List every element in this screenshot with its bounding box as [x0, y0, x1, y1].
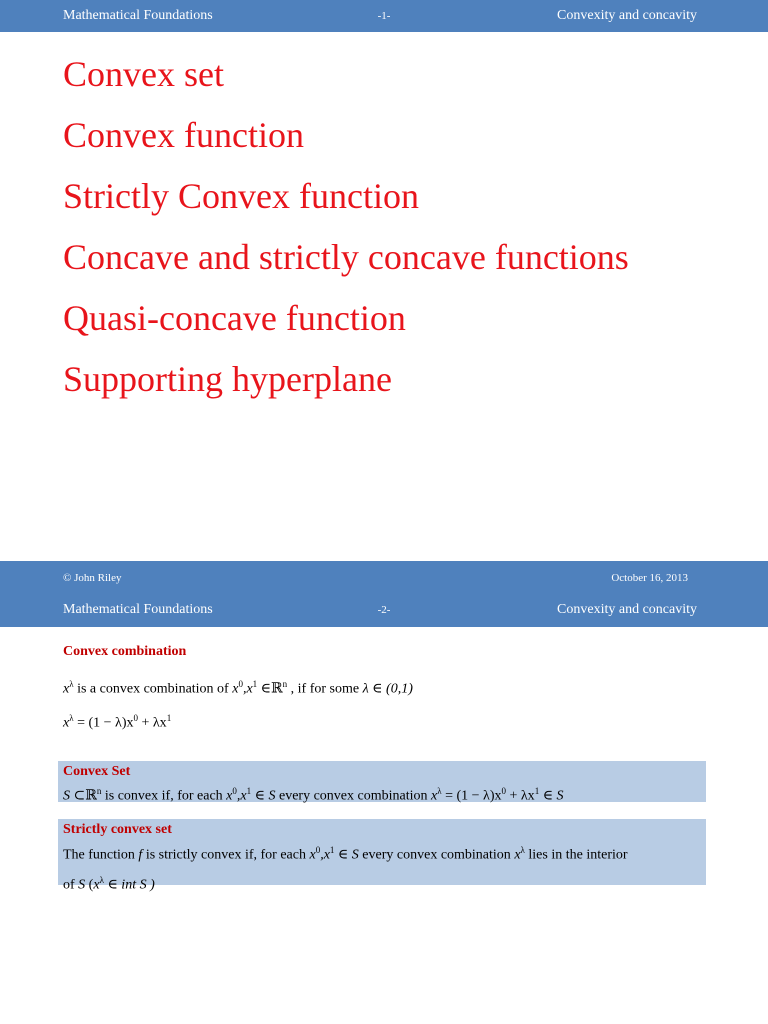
definition-line: The function f is strictly convex if, for each $x^0,x^1$ ∈ S every convex combination $x^\lambda$ lies in the interior: [63, 845, 628, 863]
header-topic-title: Convexity and concavity: [557, 8, 697, 23]
header-page-number: -1-: [377, 10, 391, 22]
header-topic-title: Convexity and concavity: [557, 602, 697, 617]
header-row: [0, 0, 768, 32]
topic-item: Concave and strictly concave functions: [63, 237, 629, 277]
topic-item: Quasi-concave function: [63, 298, 406, 338]
topic-list: [63, 44, 629, 410]
definition-line: $x^\lambda$ is a convex combination of $x^0,x^1$ ∈ℝ$^n$ , if for some λ ∈ (0,1): [63, 679, 413, 697]
topic-item: Convex function: [63, 115, 304, 155]
convex-set-box: [58, 761, 706, 802]
definition-line: S ⊂ℝ$^n$ is convex if, for each $x^0,x^1$ ∈ S every convex combination $x^\lambda = (1 - \lambda)x^0 + \lambda x^1$ ∈ S: [63, 786, 564, 804]
section-title: Convex combination: [63, 644, 187, 659]
header-course-title: Mathematical Foundations: [63, 8, 213, 23]
definition-line-continued: of S ($x^\lambda$ ∈ int S ): [63, 874, 155, 893]
page-1-footer: [0, 565, 768, 591]
header-course-title: Mathematical Foundations: [63, 602, 213, 617]
strictly-convex-set-box: [58, 819, 706, 893]
footer-author: © John Riley: [63, 572, 122, 584]
topic-item: Supporting hyperplane: [63, 359, 392, 399]
page-boundary-band: [0, 561, 768, 627]
page-2-header: [0, 593, 768, 627]
topic-item: Convex set: [63, 54, 224, 94]
section-title: Convex Set: [63, 764, 131, 779]
convex-combination-definition: [63, 673, 706, 701]
formula-line: $x^\lambda = (1 - \lambda)x^0 + \lambda x^1$: [63, 713, 172, 731]
footer-date: October 16, 2013: [611, 572, 688, 584]
convex-combination-formula: [63, 707, 706, 735]
page-1-header: [0, 0, 768, 32]
section-title: Strictly convex set: [63, 822, 172, 837]
header-page-number: -2-: [377, 604, 391, 616]
topic-item: Strictly Convex function: [63, 176, 419, 216]
convex-combination-section: [63, 643, 706, 660]
